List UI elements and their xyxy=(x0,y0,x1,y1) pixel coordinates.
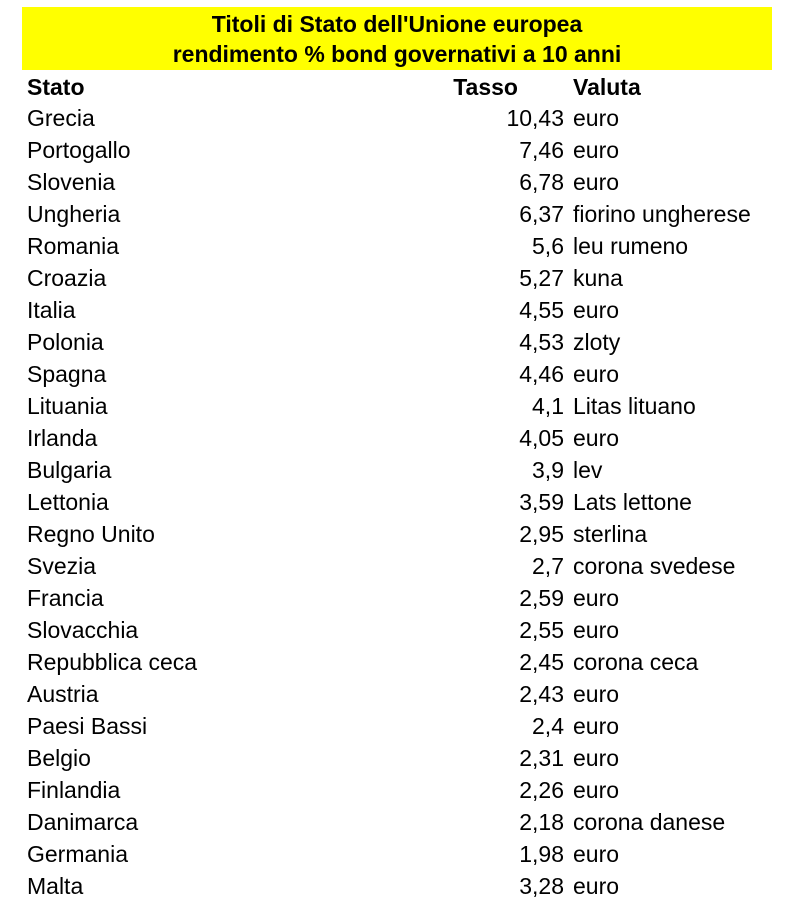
cell-valuta: euro xyxy=(573,745,620,771)
cell-tasso: 2,95 xyxy=(519,521,564,547)
title-banner xyxy=(22,7,772,70)
cell-valuta: euro xyxy=(573,873,620,899)
cell-tasso: 2,18 xyxy=(519,809,564,835)
table-row xyxy=(0,550,800,582)
cell-stato: Irlanda xyxy=(27,425,98,451)
cell-stato: Danimarca xyxy=(27,809,139,835)
cell-tasso: 2,59 xyxy=(519,585,564,611)
cell-tasso: 2,55 xyxy=(519,617,564,643)
table-row xyxy=(0,838,800,870)
cell-valuta: lev xyxy=(573,457,603,483)
cell-valuta: corona danese xyxy=(573,809,726,835)
table-row xyxy=(0,582,800,614)
cell-valuta: euro xyxy=(573,361,620,387)
table-row xyxy=(0,166,800,198)
cell-stato: Italia xyxy=(27,297,76,323)
table-row xyxy=(0,710,800,742)
cell-stato: Paesi Bassi xyxy=(27,713,148,739)
table-row xyxy=(0,518,800,550)
table-body xyxy=(0,102,800,902)
table-row xyxy=(0,742,800,774)
cell-stato: Romania xyxy=(27,233,120,259)
cell-stato: Svezia xyxy=(27,553,97,579)
cell-stato: Austria xyxy=(27,681,99,707)
cell-valuta: euro xyxy=(573,297,620,323)
cell-tasso: 2,43 xyxy=(519,681,564,707)
cell-stato: Regno Unito xyxy=(27,521,155,547)
cell-stato: Bulgaria xyxy=(27,457,112,483)
cell-valuta: euro xyxy=(573,841,620,867)
cell-stato: Malta xyxy=(27,873,84,899)
cell-valuta: Lats lettone xyxy=(573,489,692,515)
cell-valuta: zloty xyxy=(573,329,621,355)
cell-valuta: euro xyxy=(573,585,620,611)
cell-tasso: 4,1 xyxy=(532,393,564,419)
cell-valuta: euro xyxy=(573,617,620,643)
cell-valuta: euro xyxy=(573,777,620,803)
cell-tasso: 7,46 xyxy=(519,137,564,163)
cell-valuta: leu rumeno xyxy=(573,233,689,259)
cell-tasso: 2,4 xyxy=(532,713,564,739)
cell-tasso: 6,78 xyxy=(519,169,564,195)
cell-tasso: 2,26 xyxy=(519,777,564,803)
cell-stato: Polonia xyxy=(27,329,104,355)
table-row xyxy=(0,198,800,230)
cell-tasso: 4,46 xyxy=(519,361,564,387)
cell-stato: Finlandia xyxy=(27,777,121,803)
table-header-row xyxy=(0,72,800,102)
cell-valuta: euro xyxy=(573,105,620,131)
table-row xyxy=(0,486,800,518)
cell-stato: Ungheria xyxy=(27,201,121,227)
table-row xyxy=(0,678,800,710)
table-row xyxy=(0,326,800,358)
cell-tasso: 2,45 xyxy=(519,649,564,675)
cell-valuta: corona svedese xyxy=(573,553,736,579)
cell-tasso: 5,27 xyxy=(519,265,564,291)
cell-tasso: 3,9 xyxy=(532,457,564,483)
table-row xyxy=(0,646,800,678)
cell-tasso: 1,98 xyxy=(519,841,564,867)
cell-stato: Repubblica ceca xyxy=(27,649,198,675)
cell-valuta: sterlina xyxy=(573,521,648,547)
cell-tasso: 10,43 xyxy=(506,105,564,131)
table-row xyxy=(0,294,800,326)
table-row xyxy=(0,422,800,454)
table-row xyxy=(0,358,800,390)
header-valuta: Valuta xyxy=(573,74,641,100)
table-row xyxy=(0,134,800,166)
cell-stato: Slovacchia xyxy=(27,617,139,643)
cell-tasso: 3,28 xyxy=(519,873,564,899)
yield-table xyxy=(0,72,800,902)
cell-stato: Belgio xyxy=(27,745,91,771)
cell-stato: Croazia xyxy=(27,265,107,291)
cell-valuta: corona ceca xyxy=(573,649,699,675)
table-row xyxy=(0,774,800,806)
table-row xyxy=(0,614,800,646)
cell-valuta: euro xyxy=(573,713,620,739)
cell-tasso: 4,05 xyxy=(519,425,564,451)
cell-stato: Lettonia xyxy=(27,489,109,515)
cell-valuta: kuna xyxy=(573,265,623,291)
cell-valuta: euro xyxy=(573,169,620,195)
title-line-1: Titoli di Stato dell'Unione europea xyxy=(211,11,583,37)
cell-valuta: euro xyxy=(573,425,620,451)
cell-stato: Spagna xyxy=(27,361,107,387)
cell-tasso: 2,31 xyxy=(519,745,564,771)
table-row xyxy=(0,870,800,902)
cell-valuta: Litas lituano xyxy=(573,393,696,419)
table-row xyxy=(0,806,800,838)
cell-stato: Portogallo xyxy=(27,137,131,163)
cell-tasso: 4,53 xyxy=(519,329,564,355)
table-row xyxy=(0,454,800,486)
table-row xyxy=(0,230,800,262)
header-stato: Stato xyxy=(27,74,85,100)
cell-tasso: 5,6 xyxy=(532,233,564,259)
cell-stato: Germania xyxy=(27,841,128,867)
cell-stato: Slovenia xyxy=(27,169,116,195)
cell-tasso: 4,55 xyxy=(519,297,564,323)
title-line-2: rendimento % bond governativi a 10 anni xyxy=(172,41,622,67)
cell-stato: Lituania xyxy=(27,393,108,419)
table-row xyxy=(0,390,800,422)
cell-tasso: 2,7 xyxy=(532,553,564,579)
cell-tasso: 3,59 xyxy=(519,489,564,515)
cell-valuta: euro xyxy=(573,681,620,707)
cell-stato: Francia xyxy=(27,585,104,611)
table-row xyxy=(0,262,800,294)
cell-valuta: euro xyxy=(573,137,620,163)
header-tasso: Tasso xyxy=(453,74,518,100)
cell-valuta: fiorino ungherese xyxy=(573,201,751,227)
cell-tasso: 6,37 xyxy=(519,201,564,227)
table-row xyxy=(0,102,800,134)
cell-stato: Grecia xyxy=(27,105,95,131)
